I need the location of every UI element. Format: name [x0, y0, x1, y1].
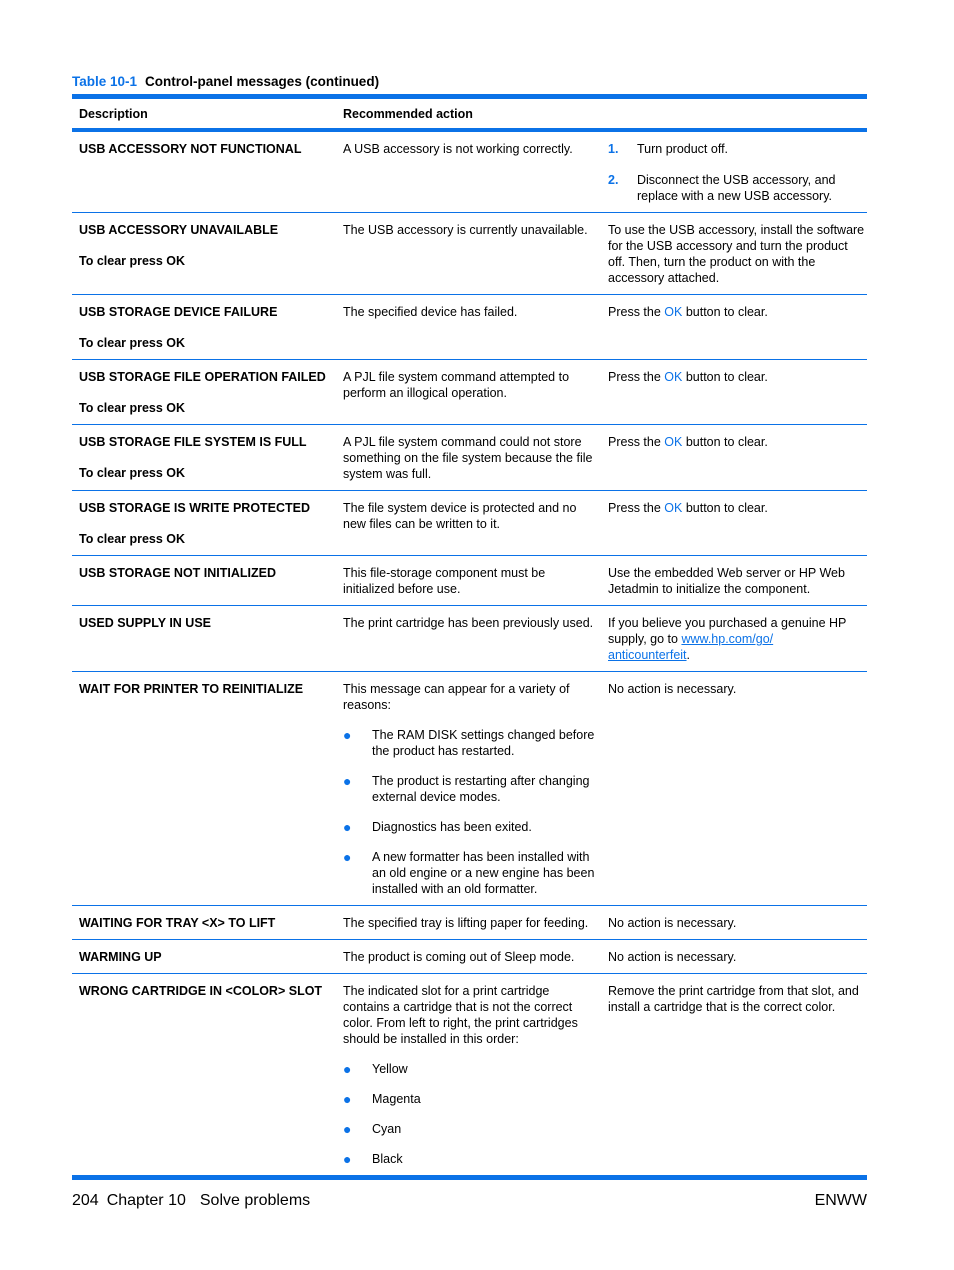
list-item-text: A new formatter has been installed with an old engine or a new engine has been installed with an old formatter. — [372, 850, 595, 896]
clear-instruction: To clear press OK — [79, 254, 186, 268]
page-number: 204 — [72, 1192, 99, 1209]
bullet-icon: ● — [343, 1091, 352, 1107]
message-action: No action is necessary. — [608, 682, 737, 696]
message-cause: The print cartridge has been previously used. — [343, 616, 594, 630]
message-name: USB STORAGE FILE SYSTEM IS FULL — [79, 435, 307, 449]
action-text: Press the — [608, 501, 665, 515]
action-text: button to clear. — [682, 305, 768, 319]
bullet-icon: ● — [343, 819, 352, 835]
list-item — [343, 819, 596, 835]
message-cell — [72, 295, 337, 359]
action-step — [608, 172, 867, 204]
action-text: button to clear. — [682, 435, 768, 449]
message-name: WAITING FOR TRAY <X> TO LIFT — [79, 916, 276, 930]
action-text: . — [686, 648, 691, 662]
message-action — [602, 425, 867, 490]
ok-key: OK — [664, 370, 683, 384]
table-row — [72, 425, 867, 491]
table-caption — [72, 74, 379, 89]
action-steps — [608, 141, 867, 204]
message-action — [602, 360, 867, 424]
message-cause: The file system device is protected and no new files can be written to it. — [343, 501, 577, 531]
list-item — [343, 1061, 596, 1077]
message-name: USB STORAGE DEVICE FAILURE — [79, 305, 278, 319]
action-text: button to clear. — [682, 501, 768, 515]
ok-key: OK — [664, 435, 683, 449]
action-text: Press the — [608, 435, 665, 449]
message-action: Remove the print cartridge from that slot, and install a cartridge that is the correct color. — [608, 984, 859, 1014]
table-row — [72, 672, 867, 906]
message-action — [602, 491, 867, 555]
step-number: 1. — [608, 142, 619, 156]
bullet-icon: ● — [343, 1151, 352, 1167]
bullet-icon: ● — [343, 727, 352, 743]
table-row — [72, 213, 867, 295]
clear-instruction: To clear press OK — [79, 532, 186, 546]
message-name: USED SUPPLY IN USE — [79, 616, 211, 630]
message-name: USB ACCESSORY UNAVAILABLE — [79, 223, 279, 237]
message-action: Use the embedded Web server or HP Web Jetadmin to initialize the component. — [608, 566, 845, 596]
table-title: Control-panel messages (continued) — [145, 74, 380, 89]
table-bottom-rule — [72, 1175, 867, 1180]
list-item-text: Diagnostics has been exited. — [372, 820, 532, 834]
list-item-text: Magenta — [372, 1092, 421, 1106]
message-name: WARMING UP — [79, 950, 162, 964]
message-cause: The product is coming out of Sleep mode. — [343, 950, 575, 964]
message-cause: The specified tray is lifting paper for feeding. — [343, 916, 589, 930]
message-cause — [337, 672, 602, 905]
list-item-text: Cyan — [372, 1122, 402, 1136]
table-row — [72, 556, 867, 606]
link-text[interactable]: anticounterfeit — [608, 648, 687, 662]
clear-instruction: To clear press OK — [79, 466, 186, 480]
header-recommended-action: Recommended action — [343, 106, 473, 121]
table-row — [72, 132, 867, 213]
list-item — [343, 1091, 596, 1107]
table-row — [72, 360, 867, 425]
bullet-icon: ● — [343, 1061, 352, 1077]
header-description: Description — [79, 106, 148, 121]
message-action: No action is necessary. — [608, 950, 737, 964]
message-action: To use the USB accessory, install the software for the USB accessory and turn the product off. Then, turn the product on with the accessory attached. — [608, 223, 865, 285]
message-cause: A PJL file system command could not store something on the file system because the file system was full. — [343, 435, 593, 481]
list-item — [343, 1121, 596, 1137]
message-action — [602, 295, 867, 359]
cause-list — [343, 727, 596, 897]
table-row — [72, 974, 867, 1175]
message-name: USB STORAGE IS WRITE PROTECTED — [79, 501, 311, 515]
message-cause: This file-storage component must be initialized before use. — [343, 566, 546, 596]
bullet-icon: ● — [343, 773, 352, 789]
cause-list — [343, 1061, 596, 1167]
action-text: Press the — [608, 305, 665, 319]
table-header — [72, 99, 867, 128]
list-item-text: The RAM DISK settings changed before the product has restarted. — [372, 728, 595, 758]
message-cause: A USB accessory is not working correctly. — [343, 142, 573, 156]
page-footer — [72, 1192, 867, 1210]
message-name: USB STORAGE FILE OPERATION FAILED — [79, 370, 326, 384]
chapter-label: Chapter 10 — [106, 1192, 186, 1209]
message-cause: The specified device has failed. — [343, 305, 518, 319]
ok-key: OK — [664, 305, 683, 319]
table-row — [72, 940, 867, 974]
section-label: Solve problems — [199, 1192, 311, 1209]
message-action — [602, 606, 867, 671]
ok-key: OK — [664, 501, 683, 515]
message-cell — [72, 425, 337, 490]
list-item-text: Yellow — [372, 1062, 408, 1076]
message-cause — [337, 974, 602, 1175]
message-action — [602, 132, 867, 212]
clear-instruction: To clear press OK — [79, 401, 186, 415]
action-text: Press the — [608, 370, 665, 384]
bullet-icon: ● — [343, 849, 352, 865]
table-row — [72, 295, 867, 360]
list-item-text: The product is restarting after changing external device modes. — [372, 774, 590, 804]
step-text: Turn product off. — [637, 142, 729, 156]
list-item — [343, 773, 596, 805]
message-name: WAIT FOR PRINTER TO REINITIALIZE — [79, 682, 304, 696]
list-item — [343, 727, 596, 759]
table-row — [72, 606, 867, 672]
message-name: WRONG CARTRIDGE IN <COLOR> SLOT — [79, 984, 323, 998]
step-text: Disconnect the USB accessory, and replace with a new USB accessory. — [637, 173, 836, 203]
message-action: No action is necessary. — [608, 916, 737, 930]
list-item — [343, 1151, 596, 1167]
table-number: Table 10-1 — [72, 74, 138, 89]
cause-intro: This message can appear for a variety of reasons: — [343, 682, 570, 712]
list-item — [343, 849, 596, 897]
message-cell — [72, 491, 337, 555]
action-text: button to clear. — [682, 370, 768, 384]
control-panel-messages-table — [72, 94, 867, 1180]
cause-intro: The indicated slot for a print cartridge contains a cartridge that is not the correct color. From left to right, the print cartridges should be installed in this order: — [343, 984, 578, 1046]
step-number: 2. — [608, 173, 619, 187]
link-text[interactable]: www.hp.com/go/ — [681, 632, 774, 646]
footer-left — [72, 1192, 310, 1210]
list-item-text: Black — [372, 1152, 403, 1166]
message-cell — [72, 360, 337, 424]
footer-right: ENWW — [814, 1192, 867, 1209]
message-cell — [72, 213, 337, 294]
message-name: USB ACCESSORY NOT FUNCTIONAL — [79, 142, 302, 156]
message-name: USB STORAGE NOT INITIALIZED — [79, 566, 276, 580]
table-row — [72, 491, 867, 556]
message-cause: A PJL file system command attempted to perform an illogical operation. — [343, 370, 570, 400]
table-row — [72, 906, 867, 940]
bullet-icon: ● — [343, 1121, 352, 1137]
message-cause: The USB accessory is currently unavailable. — [343, 223, 588, 237]
action-step — [608, 141, 867, 157]
clear-instruction: To clear press OK — [79, 336, 186, 350]
action-text: If you believe you purchased a genuine HP supply, go to — [608, 616, 847, 646]
